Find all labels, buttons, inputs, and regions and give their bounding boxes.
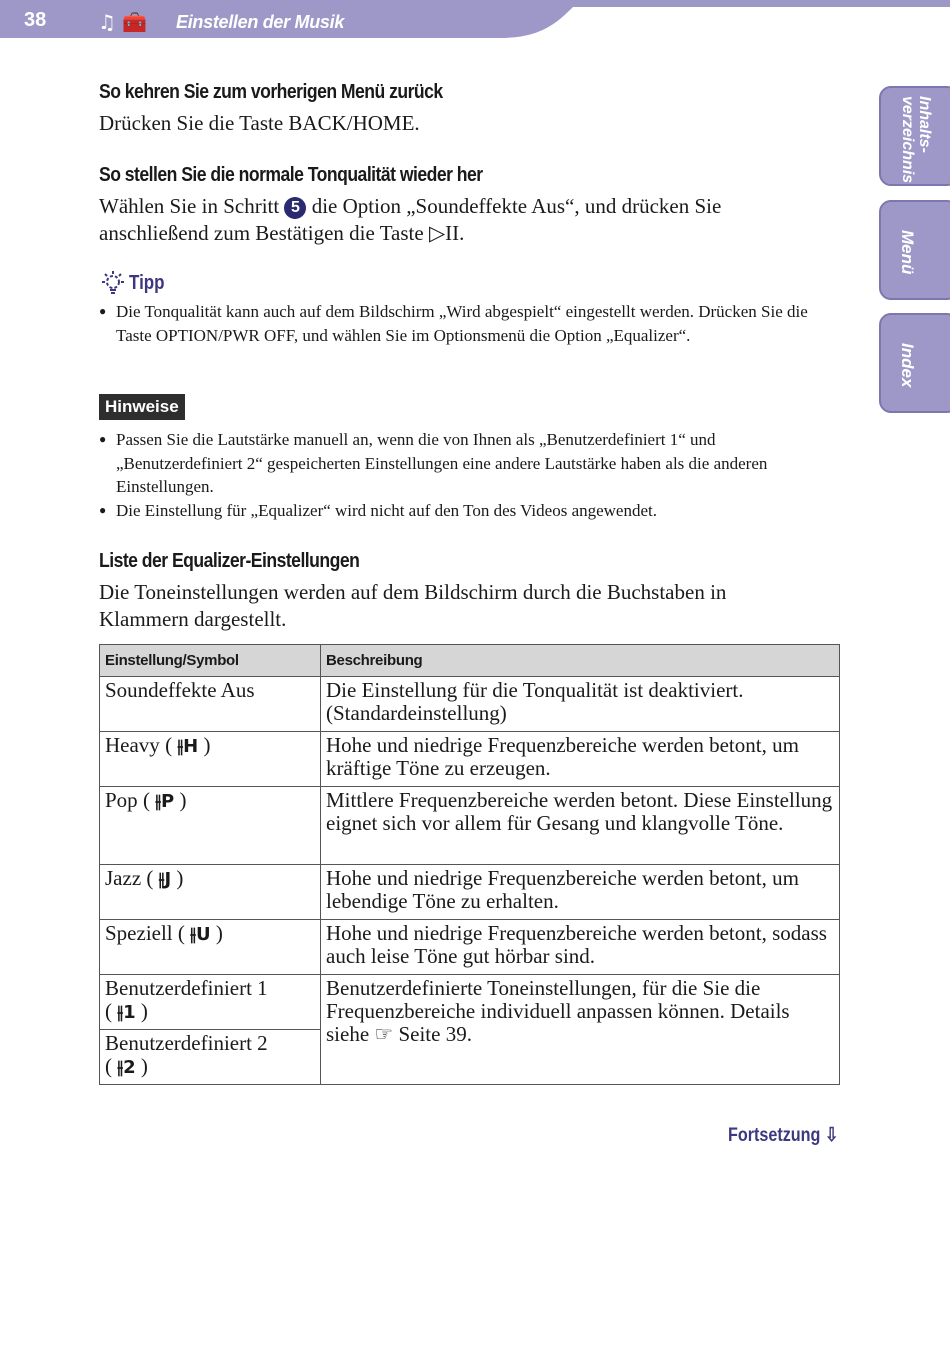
equalizer-symbol-icon: ⫲2 [117, 1057, 136, 1078]
setting-cell: Heavy ( ⫲H ) [100, 732, 321, 787]
text-part-a: Wählen Sie in Schritt [99, 194, 285, 218]
chapter-title: Einstellen der Musik [176, 12, 345, 32]
page-number: 38 [24, 9, 47, 31]
equalizer-symbol-icon: ⫲J [158, 869, 172, 890]
setting-name: Benutzerdefiniert 1 [105, 976, 268, 1000]
table-row [100, 975, 840, 1030]
tab-contents-label: Inhalts-verzeichnis [899, 96, 933, 184]
text-back-menu: Drücken Sie die Taste BACK/HOME. [99, 111, 420, 135]
list-item: ● Passen Sie die Lautstärke manuell an, wenn die von Ihnen als „Benutzerdefiniert 1“ und „Benutzerdefiniert 2“ gespeicherten Einstellungen eine andere Lautstärke haben als die anderen Einstellungen. [99, 428, 839, 499]
text-equalizer-list: Die Toneinstellungen werden auf dem Bildschirm durch die Buchstaben in Klammern dargestellt. [99, 580, 727, 631]
music-toolbox-icon: ♫ 🧰 [98, 10, 148, 34]
table-row [100, 865, 840, 920]
step-number-badge: 5 [284, 197, 306, 219]
text-part-b: die Option „Soundeffekte Aus“, und drücken Sie anschließend zum Bestätigen die Taste ▷II. [99, 194, 722, 245]
notes-list [99, 428, 839, 522]
setting-cell: Jazz ( ⫲J ) [100, 865, 321, 920]
list-item: ● Die Tonqualität kann auch auf dem Bildschirm „Wird abgespielt“ eingestellt werden. Drücken Sie die Taste OPTION/PWR OFF, und wählen Sie im Optionsmenü die Option „Equalizer“. [99, 300, 839, 347]
heading-equalizer-list: Liste der Equalizer-Einstellungen [99, 550, 360, 572]
setting-name: Jazz [105, 866, 142, 890]
page-header [0, 0, 950, 40]
description-cell: Hohe und niedrige Frequenzbereiche werden betont, sodass auch leise Töne gut hörbar sind. [321, 920, 840, 975]
setting-name: Benutzerdefiniert 2 [105, 1031, 268, 1055]
tab-menu-label: Menü [898, 230, 917, 275]
equalizer-symbol-icon: ⫲U [190, 924, 211, 945]
notes-label: Hinweise [99, 394, 185, 420]
setting-cell: Pop ( ⫲P ) [100, 787, 321, 865]
list-item: ● Die Einstellung für „Equalizer“ wird nicht auf den Ton des Videos angewendet. [99, 499, 839, 523]
heading-back-menu: So kehren Sie zum vorherigen Menü zurück [99, 81, 443, 103]
tab-menu[interactable] [879, 200, 950, 300]
equalizer-symbol-icon: ⫲H [177, 736, 199, 757]
tip-list [99, 300, 839, 347]
equalizer-symbol-icon: ⫲P [155, 791, 175, 812]
tab-contents[interactable] [879, 86, 950, 186]
column-header-description: Beschreibung [321, 645, 840, 677]
heading-normal-quality: So stellen Sie die normale Tonqualität wieder her [99, 164, 483, 186]
table-row [100, 920, 840, 975]
tip-block [99, 270, 165, 303]
text-normal-quality [99, 193, 819, 247]
table-row [100, 677, 840, 732]
description-cell: Hohe und niedrige Frequenzbereiche werden betont, um lebendige Töne zu erhalten. [321, 865, 840, 920]
setting-cell: Benutzerdefiniert 1 ( ⫲1 ) [100, 975, 321, 1030]
table-row [100, 732, 840, 787]
description-cell: Benutzerdefinierte Toneinstellungen, für die Sie die Frequenzbereiche individuell anpassen können. Details siehe ☞ Seite 39. [321, 975, 840, 1085]
continuation-link[interactable]: Fortsetzung ⇩ [728, 1125, 839, 1146]
setting-name: Speziell [105, 921, 173, 945]
lightbulb-icon [99, 270, 127, 298]
setting-name: Heavy [105, 733, 160, 757]
setting-cell [100, 677, 321, 732]
setting-name: Soundeffekte Aus [105, 678, 255, 702]
description-cell: Mittlere Frequenzbereiche werden betont. Diese Einstellung eignet sich vor allem für Gesang und klangvolle Töne. [321, 787, 840, 865]
setting-name: Pop [105, 788, 138, 812]
description-cell: Hohe und niedrige Frequenzbereiche werden betont, um kräftige Töne zu erzeugen. [321, 732, 840, 787]
table-row [100, 787, 840, 865]
equalizer-symbol-icon: ⫲1 [117, 1002, 136, 1023]
tab-index-label: Index [898, 343, 917, 388]
table-header-row [100, 645, 840, 677]
tab-index[interactable] [879, 313, 950, 413]
equalizer-table [99, 644, 840, 1085]
column-header-setting: Einstellung/Symbol [100, 645, 321, 677]
setting-cell: Benutzerdefiniert 2 ( ⫲2 ) [100, 1030, 321, 1085]
description-cell: Die Einstellung für die Tonqualität ist deaktiviert. (Standardeinstellung) [321, 677, 840, 732]
tip-label: Tipp [129, 272, 165, 294]
setting-cell: Speziell ( ⫲U ) [100, 920, 321, 975]
